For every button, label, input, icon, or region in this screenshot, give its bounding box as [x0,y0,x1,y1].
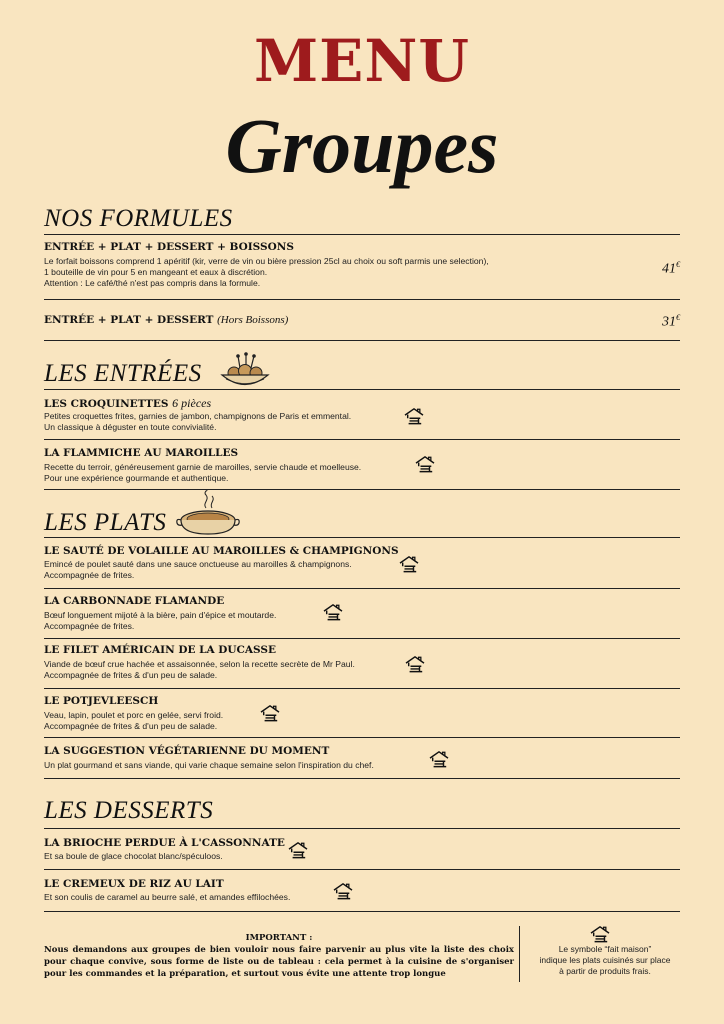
item-desc-line: Emincé de poulet sauté dans une sauce onctueuse au maroilles & champignons. [44,559,352,569]
important-notice [44,932,514,980]
item-desc-line: Recette du terroir, généreusement garnie de maroilles, servie chaude et moelleuse. [44,462,362,472]
divider [44,340,680,341]
divider [44,688,680,689]
section-title-entrees: LES ENTRÉES [44,360,202,387]
divider [44,869,680,870]
fait-maison-icon [332,882,354,900]
croquettes-bowl-illustration [216,352,274,392]
divider [44,778,680,779]
divider [44,439,680,440]
item-desc-line: Petites croquettes frites, garnies de jambon, champignons de Paris et emmental. [44,411,352,421]
item-desc-line: Un plat gourmand et sans viande, qui varie chaque semaine selon l'inspiration du chef. [44,760,374,770]
item-title-carbonnade: LA CARBONNADE FLAMANDE [44,595,225,607]
item-title-filet-americain: LE FILET AMÉRICAIN DE LA DUCASSE [44,644,276,656]
item-title-brioche-perdue: LA BRIOCHE PERDUE À L'CASSONNATE [44,837,285,849]
divider [44,537,680,538]
footer-divider [519,926,520,982]
fait-maison-icon [403,407,425,425]
divider [44,234,680,235]
item-desc-line: Un classique à déguster en toute convivialité. [44,422,217,432]
fait-maison-icon [398,555,420,573]
divider [44,828,680,829]
item-desc-line: Et sa boule de glace chocolat blanc/spéculoos. [44,851,223,861]
item-title-potjevleesch: LE POTJEVLEESCH [44,695,159,707]
divider [44,737,680,738]
item-title-flammiche: LA FLAMMICHE AU MAROILLES [44,447,239,459]
divider [44,588,680,589]
item-desc-line: Bœuf longuement mijoté à la bière, pain d'épice et moutarde. [44,610,277,620]
menu-subtitle: Groupes [225,102,499,189]
fait-maison-icon [287,841,309,859]
notice-title: IMPORTANT : [245,933,313,943]
fait-maison-icon [404,655,426,673]
item-name: LES CROQUINETTES [44,398,169,410]
divider [44,638,680,639]
formule-name: ENTRÉE + PLAT + DESSERT [44,314,214,326]
formule-desc-line: 1 bouteille de vin pour 5 en mangeant et eaux à discrétion. [44,267,268,277]
price-formule-hors-boissons [662,313,680,331]
divider [44,489,680,490]
fait-maison-icon [322,603,344,621]
formule-note: (Hors Boissons) [217,314,289,326]
fait-maison-icon [414,455,436,473]
price-value: 41 [662,261,676,277]
casserole-dish-illustration [176,490,240,538]
item-title-suggestion-vegetarienne: LA SUGGESTION VÉGÉTARIENNE DU MOMENT [44,745,330,757]
item-title-cremeux-riz: LE CREMEUX DE RIZ AU LAIT [44,878,224,890]
formule-desc-line: Le forfait boissons comprend 1 apéritif (kir, verre de vin ou bière pression 25cl au choix ou soft parmis une selection), [44,256,489,266]
section-title-plats: LES PLATS [44,509,167,536]
menu-title: MENU [253,27,470,95]
item-title-saute-volaille: LE SAUTÉ DE VOLAILLE AU MAROILLES & CHAMPIGNONS [44,545,399,557]
price-currency: € [676,260,680,269]
legend-line: à partir de produits frais. [559,966,651,976]
item-desc-line: Accompagnée de frites & d'un peu de salade. [44,670,218,680]
formule-desc-line: Attention : Le café/thé n'est pas compris dans la formule. [44,278,261,288]
item-desc-line: Accompagnée de frites. [44,570,135,580]
formule-title-hors-boissons [44,314,288,327]
divider [44,299,680,300]
divider [44,389,680,390]
item-title-croquinettes [44,397,211,411]
item-desc-line: Accompagnée de frites. [44,621,135,631]
notice-text: Nous demandons aux groupes de bien vouloir nous faire parvenir au plus vite la liste des choix pour chaque convive, sous forme de liste ou de tableau : cela permet à la cuisine de s'organiser pour les commandes et la préparation, et surtout vous évite une attente trop longue [44,945,514,979]
price-value: 31 [662,314,676,330]
item-sub: 6 pièces [172,396,212,410]
price-currency: € [676,313,680,322]
item-desc-line: Accompagnée de frites & d'un peu de salade. [44,721,218,731]
item-desc-line: Veau, lapin, poulet et porc en gelée, servi froid. [44,710,224,720]
item-desc-line: Pour une expérience gourmande et authentique. [44,473,229,483]
divider [44,911,680,912]
legend-line: Le symbole “fait maison” [558,944,652,954]
formule-title-boissons: ENTRÉE + PLAT + DESSERT + BOISSONS [44,241,294,253]
item-desc-line: Et son coulis de caramel au beurre salé, et amandes effilochées. [44,892,291,902]
fait-maison-legend [530,944,680,977]
legend-line: indique les plats cuisinés sur place [539,955,671,965]
section-title-desserts: LES DESSERTS [44,797,214,824]
section-title-formules: NOS FORMULES [44,205,233,232]
fait-maison-icon [589,925,611,943]
fait-maison-icon [259,704,281,722]
price-formule-boissons [662,260,680,278]
item-desc-line: Viande de bœuf crue hachée et assaisonnée, selon la recette secrète de Mr Paul. [44,659,355,669]
fait-maison-icon [428,750,450,768]
